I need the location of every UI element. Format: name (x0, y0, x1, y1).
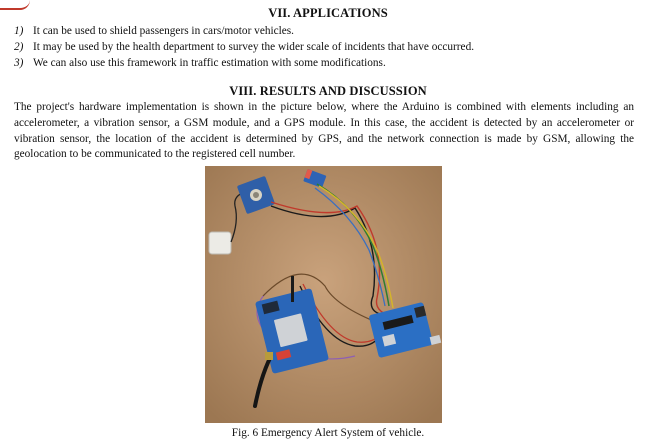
list-item (14, 55, 474, 71)
gsm-antenna-stub (291, 276, 294, 302)
list-item-text: We can also use this framework in traffic estimation with some modifications. (33, 57, 386, 69)
section-heading-applications: VII. APPLICATIONS (268, 6, 388, 20)
results-paragraph: The project's hardware implementation is shown in the picture below, where the Arduino is combined with elements including an accelerometer, a vibration sensor, a GSM module, and a GPS module. In this case, the accident is detected by an accelerometer or vibration sensor, the location of the accident is determined by GPS, and the network connection is made by GSM, allowing the geolocation to be communicated to the registered cell number. (14, 101, 634, 161)
figure-caption: Fig. 6 Emergency Alert System of vehicle. (231, 427, 425, 439)
list-item-number: 2) (14, 41, 24, 53)
list-item-text: It may be used by the health department to survey the wider scale of incidents that have occurred. (33, 41, 475, 53)
applications-list (14, 23, 474, 71)
cardboard-background (205, 166, 442, 423)
list-item-number: 3) (14, 57, 24, 69)
antenna-connector (265, 352, 273, 360)
list-item-number: 1) (14, 25, 24, 37)
list-item (14, 23, 474, 39)
list-item (14, 39, 474, 55)
section-heading-results: VIII. RESULTS AND DISCUSSION (229, 84, 427, 98)
list-item-text: It can be used to shield passengers in cars/motor vehicles. (33, 25, 295, 37)
gps-antenna (209, 232, 231, 254)
hardware-photo (205, 166, 442, 423)
